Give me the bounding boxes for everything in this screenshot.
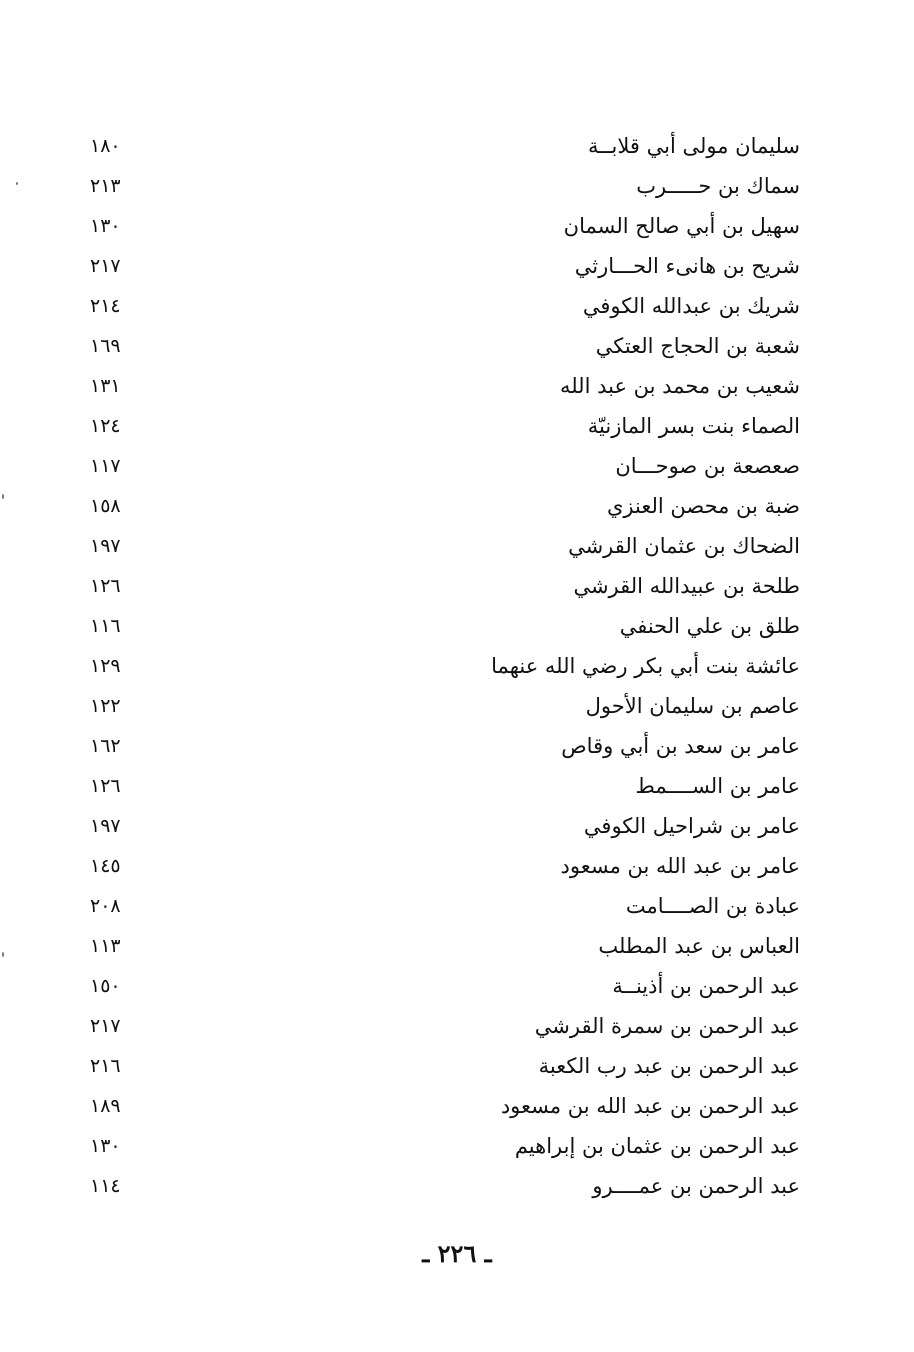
index-entry xyxy=(80,1086,800,1126)
index-entry xyxy=(80,926,800,966)
entry-name: سليمان مولى أبي قلابــة xyxy=(587,134,800,158)
index-entry xyxy=(80,686,800,726)
entry-page-number: ١٢٦ xyxy=(90,575,121,597)
entry-name: عبد الرحمن بن أذينــة xyxy=(612,974,800,998)
index-entry xyxy=(80,406,800,446)
index-entry xyxy=(80,806,800,846)
entry-page-number: ١٦٩ xyxy=(90,335,121,357)
index-entry xyxy=(80,1006,800,1046)
entry-name: شريك بن عبدالله الكوفي xyxy=(582,294,800,318)
entry-page-number: ١١٦ xyxy=(90,615,121,637)
index-entry xyxy=(80,126,800,166)
entry-name: طلحة بن عبيدالله القرشي xyxy=(573,574,800,598)
entry-page-number: ١٥٠ xyxy=(90,975,121,997)
entry-page-number: ١٩٧ xyxy=(90,815,121,837)
entry-page-number: ٢١٦ xyxy=(90,1055,121,1077)
index-entry xyxy=(80,1126,800,1166)
entry-name: عائشة بنت أبي بكر رضي الله عنهما xyxy=(491,654,800,678)
entry-name: عبد الرحمن بن عمــــرو xyxy=(592,1174,800,1198)
entry-name: عبد الرحمن بن عثمان بن إبراهيم xyxy=(514,1134,800,1158)
entry-name: عبد الرحمن بن عبد الله بن مسعود xyxy=(500,1094,800,1118)
entry-name: طلق بن علي الحنفي xyxy=(619,614,800,638)
entry-page-number: ١١٧ xyxy=(90,455,121,477)
index-entry xyxy=(80,486,800,526)
index-entry xyxy=(80,326,800,366)
entry-page-number: ٢١٧ xyxy=(90,1015,121,1037)
index-entry xyxy=(80,366,800,406)
entry-page-number: ١٥٨ xyxy=(90,495,121,517)
entry-page-number: ٢١٤ xyxy=(90,295,121,317)
entry-name: عبد الرحمن بن سمرة القرشي xyxy=(534,1014,800,1038)
entry-page-number: ١٢٤ xyxy=(90,415,121,437)
index-list xyxy=(80,126,800,1206)
index-entry xyxy=(80,166,800,206)
index-entry xyxy=(80,886,800,926)
entry-name: العباس بن عبد المطلب xyxy=(598,934,800,958)
scan-speck xyxy=(16,182,18,185)
entry-name: عاصم بن سليمان الأحول xyxy=(585,694,800,718)
index-entry xyxy=(80,1166,800,1206)
entry-name: عامر بن سعد بن أبي وقاص xyxy=(561,734,800,758)
entry-name: سماك بن حـــــرب xyxy=(636,174,800,198)
entry-name: شعيب بن محمد بن عبد الله xyxy=(559,374,800,398)
entry-page-number: ١٢٦ xyxy=(90,775,121,797)
entry-page-number: ٢١٧ xyxy=(90,255,121,277)
entry-page-number: ٢٠٨ xyxy=(90,895,121,917)
entry-page-number: ١٦٢ xyxy=(90,735,121,757)
entry-page-number: ١١٣ xyxy=(90,935,121,957)
entry-name: عبادة بن الصــــامت xyxy=(625,894,800,918)
entry-name: ضبة بن محصن العنزي xyxy=(606,494,800,518)
entry-page-number: ١٣١ xyxy=(90,375,121,397)
index-entry xyxy=(80,286,800,326)
entry-name: شعبة بن الحجاج العتكي xyxy=(595,334,800,358)
entry-page-number: ٢١٣ xyxy=(90,175,121,197)
entry-name: الضحاك بن عثمان القرشي xyxy=(568,534,800,558)
index-entry xyxy=(80,846,800,886)
scan-speck xyxy=(2,494,4,499)
index-entry xyxy=(80,566,800,606)
index-entry xyxy=(80,726,800,766)
page-number: ـ ٢٢٦ ـ xyxy=(422,1239,492,1268)
index-entry xyxy=(80,446,800,486)
entry-page-number: ١٢٢ xyxy=(90,695,121,717)
index-entry xyxy=(80,206,800,246)
index-entry xyxy=(80,606,800,646)
entry-page-number: ١٩٧ xyxy=(90,535,121,557)
entry-name: سهيل بن أبي صالح السمان xyxy=(563,214,800,238)
entry-name: عامر بن الســــمط xyxy=(635,774,800,798)
entry-name: صعصعة بن صوحـــان xyxy=(615,454,800,478)
entry-page-number: ١٢٩ xyxy=(90,655,121,677)
index-entry xyxy=(80,766,800,806)
index-entry xyxy=(80,1046,800,1086)
index-entry xyxy=(80,246,800,286)
index-entry xyxy=(80,526,800,566)
entry-page-number: ١٣٠ xyxy=(90,1135,121,1157)
entry-page-number: ١١٤ xyxy=(90,1175,121,1197)
scan-speck xyxy=(2,952,4,957)
index-entry xyxy=(80,646,800,686)
index-entry xyxy=(80,966,800,1006)
entry-page-number: ١٣٠ xyxy=(90,215,121,237)
entry-page-number: ١٤٥ xyxy=(90,855,121,877)
entry-page-number: ١٨٩ xyxy=(90,1095,121,1117)
entry-name: عامر بن عبد الله بن مسعود xyxy=(560,854,800,878)
entry-name: عبد الرحمن بن عبد رب الكعبة xyxy=(538,1054,800,1078)
entry-name: الصماء بنت بسر المازنيّة xyxy=(587,414,800,438)
entry-name: شريح بن هانىء الحـــارثي xyxy=(574,254,800,278)
entry-name: عامر بن شراحيل الكوفي xyxy=(583,814,800,838)
entry-page-number: ١٨٠ xyxy=(90,135,121,157)
